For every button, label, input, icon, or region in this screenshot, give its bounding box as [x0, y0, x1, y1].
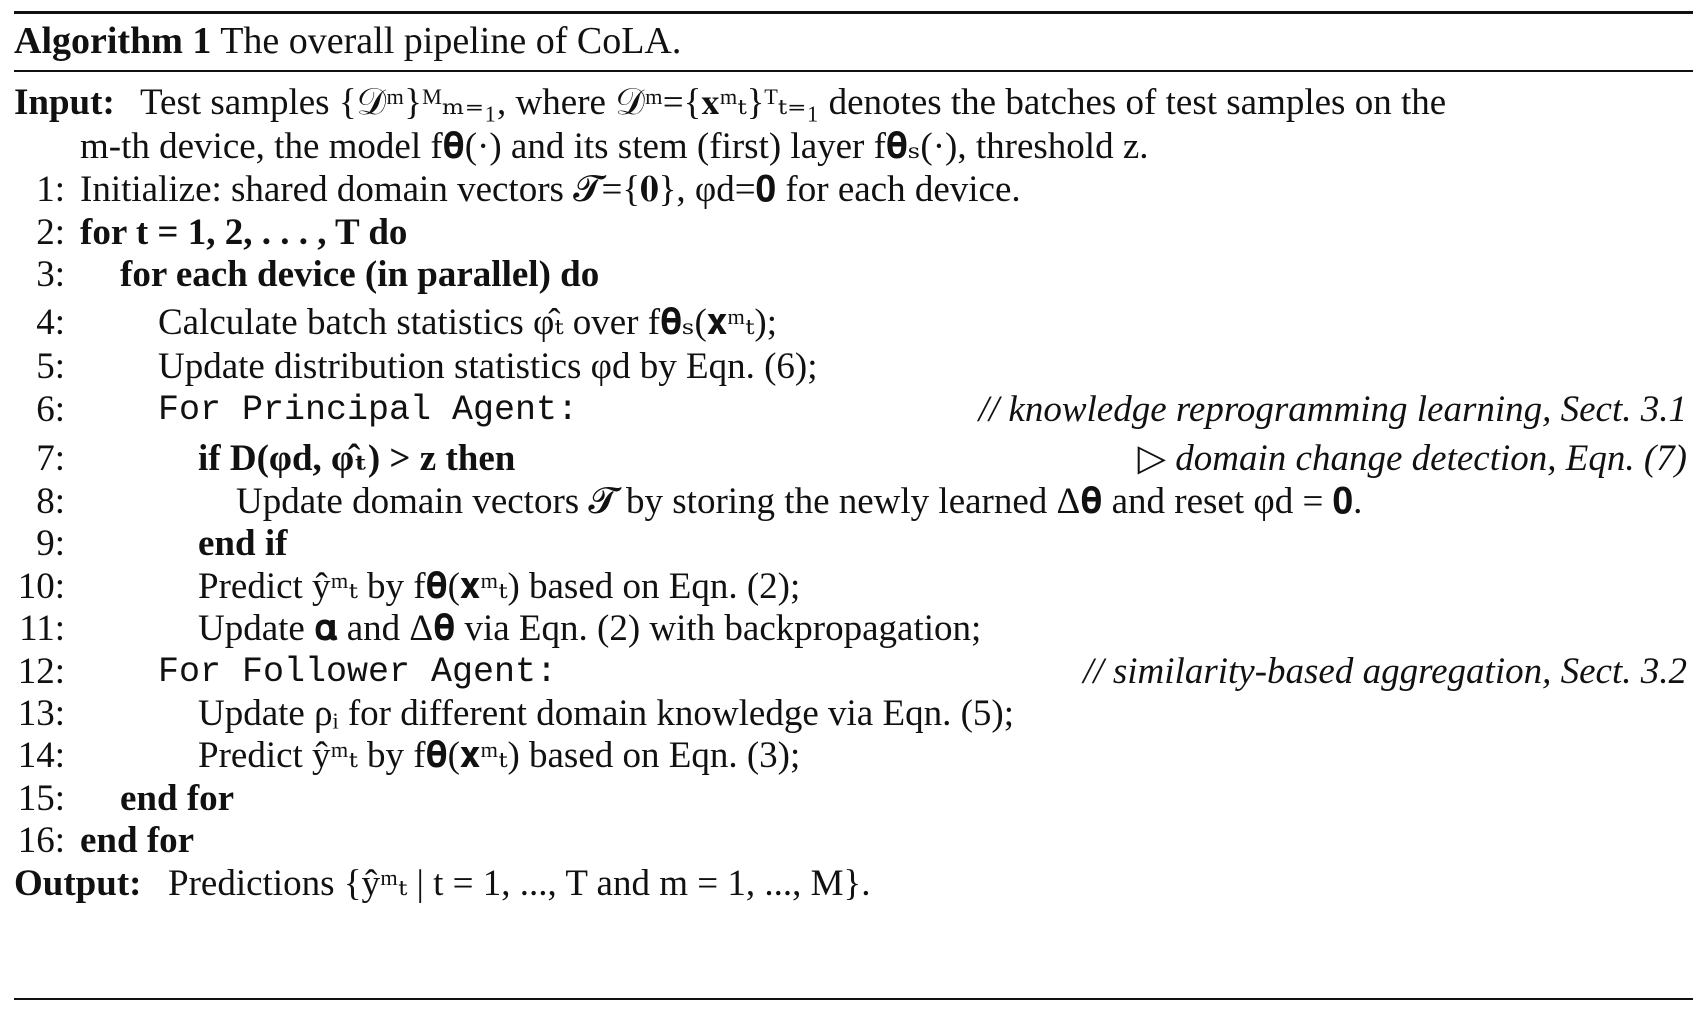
step-line	[0, 521, 1701, 567]
step-text: for t = 1, 2, . . . , T do	[80, 212, 408, 253]
step-text: For Principal Agent:	[158, 390, 579, 430]
step-number: 5:	[36, 346, 65, 387]
step-line	[0, 479, 1701, 525]
step-number: 12:	[17, 651, 65, 692]
step-comment: // knowledge reprogramming learning, Sect. 3.1	[978, 389, 1687, 430]
step-line	[0, 733, 1701, 779]
step-text: Update domain vectors 𝓣 by storing the newly learned Δ𝛉 and reset φd = 𝟎.	[236, 481, 1363, 522]
step-number: 10:	[17, 566, 65, 607]
step-text: end for	[80, 820, 195, 861]
algorithm-label: Algorithm 1	[14, 20, 212, 62]
step-text: For Follower Agent:	[158, 652, 558, 692]
step-comment: // similarity-based aggregation, Sect. 3.2	[1083, 651, 1687, 692]
step-text: Predict ŷᵐₜ by f𝛉(𝐱ᵐₜ) based on Eqn. (3);	[198, 735, 801, 776]
step-text: Calculate batch statistics φ̂ₜ over f𝛉ₛ(𝐱ᵐₜ);	[158, 302, 777, 343]
step-number: 8:	[36, 481, 65, 522]
step-line	[0, 818, 1701, 864]
step-line	[0, 691, 1701, 737]
step-number: 13:	[17, 693, 65, 734]
step-number: 3:	[36, 254, 65, 295]
step-text: end for	[120, 778, 235, 819]
algorithm-title	[14, 14, 681, 68]
input-text-2: m-th device, the model f𝛉(·) and its stem (first) layer f𝛉ₛ(·), threshold z.	[80, 126, 1149, 167]
step-number: 15:	[17, 778, 65, 819]
step-text: end if	[198, 523, 288, 564]
step-line	[0, 436, 1701, 482]
title-rule	[14, 70, 1693, 72]
step-line	[0, 344, 1701, 390]
step-text: if D(φd, φ̂ₜ) > z then	[198, 438, 516, 479]
output-line	[0, 861, 1701, 907]
input-label: Input:	[14, 82, 115, 123]
algorithm-caption: The overall pipeline of CoLA.	[220, 20, 682, 62]
step-line	[0, 649, 1701, 695]
step-number: 6:	[36, 389, 65, 430]
output-text: Predictions {ŷᵐₜ | t = 1, ..., T and m = 1, ..., M}.	[168, 863, 871, 904]
input-line-2	[0, 124, 1701, 170]
step-text: Update ρᵢ for different domain knowledge via Eqn. (5);	[198, 693, 1015, 734]
step-text: for each device (in parallel) do	[120, 254, 600, 295]
output-label: Output:	[14, 863, 142, 904]
step-number: 16:	[17, 820, 65, 861]
step-line	[0, 776, 1701, 822]
step-line	[0, 387, 1701, 433]
bottom-rule	[14, 998, 1693, 1000]
step-number: 11:	[19, 608, 65, 649]
input-text-1: Test samples {𝒟ᵐ}ᴹₘ₌₁, where 𝒟ᵐ={𝐱ᵐₜ}ᵀₜ₌₁ denotes the batches of test samples on the	[140, 82, 1447, 123]
step-number: 1:	[36, 169, 65, 210]
step-line	[0, 564, 1701, 610]
step-number: 9:	[36, 523, 65, 564]
step-number: 4:	[36, 302, 65, 343]
step-number: 2:	[36, 212, 65, 253]
step-text: Initialize: shared domain vectors 𝓣={𝟎}, φd=𝟎 for each device.	[80, 169, 1021, 210]
step-line	[0, 606, 1701, 652]
step-text: Update distribution statistics φd by Eqn. (6);	[158, 346, 818, 387]
step-comment: ▷ domain change detection, Eqn. (7)	[1137, 438, 1687, 479]
step-line	[0, 210, 1701, 256]
step-line	[0, 167, 1701, 213]
step-line	[0, 300, 1701, 346]
step-text: Update 𝛂 and Δ𝛉 via Eqn. (2) with backpropagation;	[198, 608, 982, 649]
step-line	[0, 252, 1701, 298]
step-text: Predict ŷᵐₜ by f𝛉(𝐱ᵐₜ) based on Eqn. (2);	[198, 566, 801, 607]
step-number: 14:	[17, 735, 65, 776]
input-line-1	[0, 80, 1701, 126]
step-number: 7:	[36, 438, 65, 479]
